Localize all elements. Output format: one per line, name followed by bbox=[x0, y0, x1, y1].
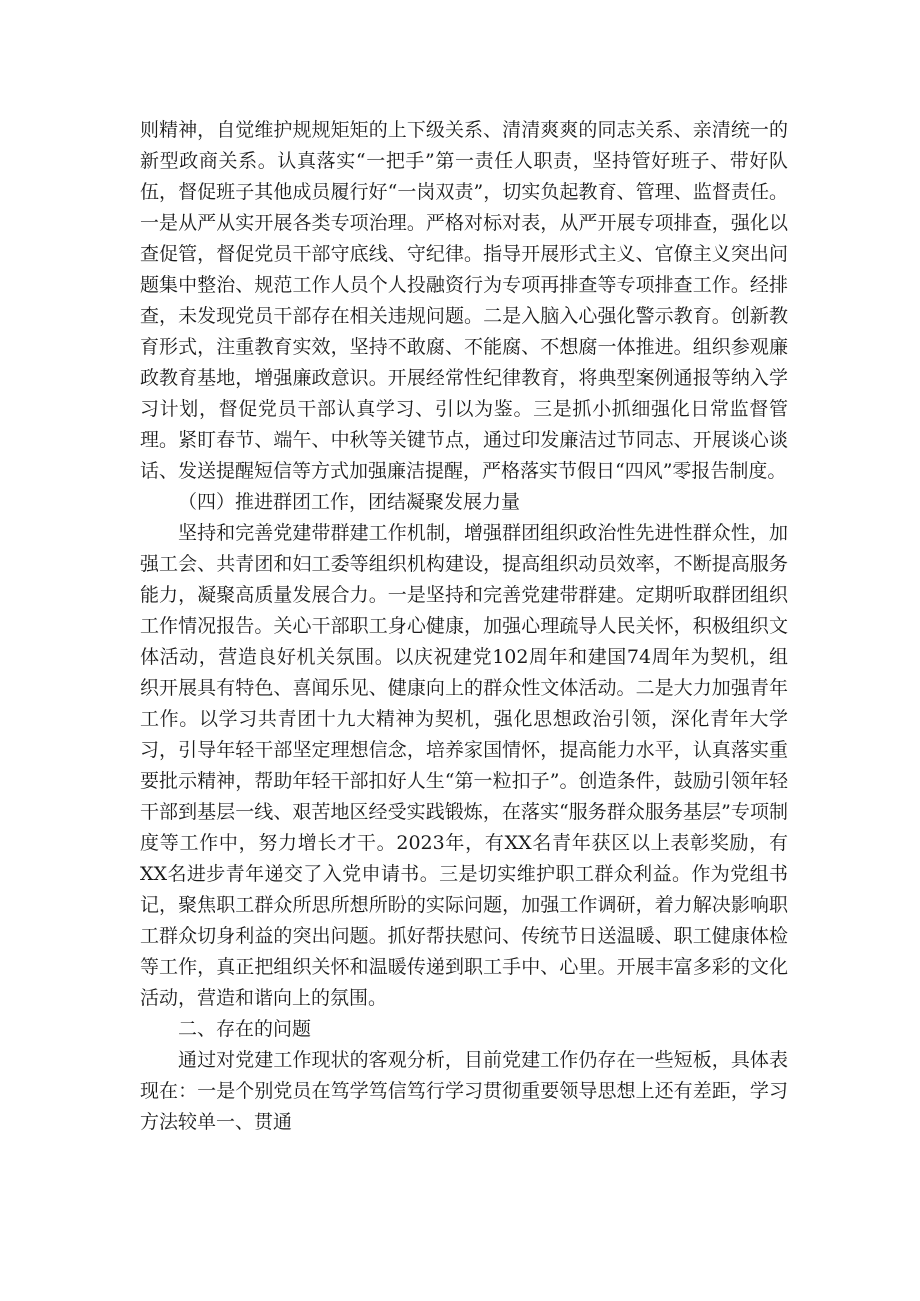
document-body bbox=[140, 115, 788, 1138]
paragraph-group-work: 坚持和完善党建带群建工作机制，增强群团组织政治性先进性群众性，加强工会、共青团和妇工委等组织机构建设，提高组织动员效率，不断提高服务能力，凝聚高质量发展合力。一是坚持和完善党建带群建。定期听取群团组织工作情况报告。关心干部职工身心健康，加强心理疏导人民关怀，积极组织文体活动，营造良好机关氛围。以庆祝建党102周年和建国74周年为契机，组织开展具有特色、喜闻乐见、健康向上的群众性文体活动。二是大力加强青年工作。以学习共青团十九大精神为契机，强化思想政治引领，深化青年大学习，引导年轻干部坚定理想信念，培养家国情怀，提高能力水平，认真落实重要批示精神，帮助年轻干部扣好人生“第一粒扣子”。创造条件，鼓励引领年轻干部到基层一线、艰苦地区经受实践锻炼，在落实“服务群众服务基层”专项制度等工作中，努力增长才干。2023年，有XX名青年获区以上表彰奖励，有XX名进步青年递交了入党申请书。三是切实维护职工群众利益。作为党组书记，聚焦职工群众所思所想所盼的实际问题，加强工作调研，着力解决影响职工群众切身利益的突出问题。抓好帮扶慰问、传统节日送温暖、职工健康体检等工作，真正把组织关怀和温暖传递到职工手中、心里。开展丰富多彩的文化活动，营造和谐向上的氛围。 bbox=[140, 522, 788, 1009]
section-heading-4: （四）推进群团工作，团结凝聚发展力量 bbox=[178, 491, 521, 513]
section-heading-problems: 二、存在的问题 bbox=[178, 1018, 312, 1040]
paragraph-problems: 通过对党建工作现状的客观分析，目前党建工作仍存在一些短板，具体表现在：一是个别党员在笃学笃信笃行学习贯彻重要领导思想上还有差距，学习方法较单一、贯通 bbox=[140, 1049, 788, 1133]
paragraph-continuation: 则精神，自觉维护规规矩矩的上下级关系、清清爽爽的同志关系、亲清统一的新型政商关系。认真落实“一把手”第一责任人职责，坚持管好班子、带好队伍，督促班子其他成员履行好“一岗双责”，切实负起教育、管理、监督责任。一是从严从实开展各类专项治理。严格对标对表，从严开展专项排查，强化以查促管，督促党员干部守底线、守纪律。指导开展形式主义、官僚主义突出问题集中整治、规范工作人员个人投融资行为专项再排查等专项排查工作。经排查，未发现党员干部存在相关违规问题。二是入脑入心强化警示教育。创新教育形式，注重教育实效，坚持不敢腐、不能腐、不想腐一体推进。组织参观廉政教育基地，增强廉政意识。开展经常性纪律教育，将典型案例通报等纳入学习计划，督促党员干部认真学习、引以为鉴。三是抓小抓细强化日常监督管理。紧盯春节、端午、中秋等关键节点，通过印发廉洁过节同志、开展谈心谈话、发送提醒短信等方式加强廉洁提醒，严格落实节假日“四风”零报告制度。 bbox=[140, 119, 788, 482]
